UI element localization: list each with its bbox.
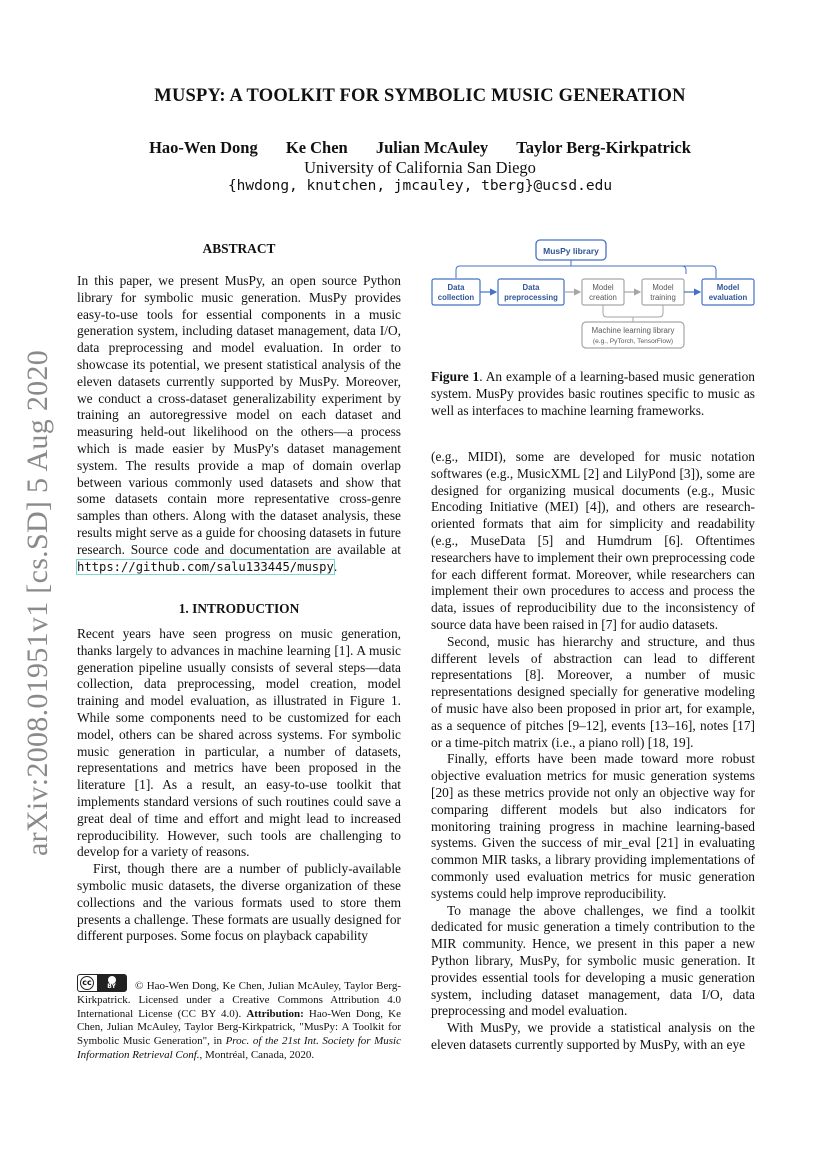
svg-text:Data: Data [522,283,540,292]
svg-text:creation: creation [589,293,617,302]
pipeline-step-data-collection [432,279,480,305]
venue-location: Montréal, Canada, 2020. [202,1048,315,1061]
cc-by-license-icon [77,974,127,992]
abstract-heading-wrap [77,241,401,257]
attribution-text: Hao-Wen Dong, Ke Chen, Julian McAuley, Taylor Berg-Kirkpatrick, "MusPy: A Toolkit for Symbolic Music Generation", in [77,1007,401,1048]
arxiv-identifier: arXiv:2008.01951v1 [cs.SD] 5 Aug 2020 [21,349,54,857]
attribution-label: Attribution: [246,1007,304,1020]
library-bracket-arrow [682,266,716,278]
abstract-text: In this paper, we present MusPy, an open source Python library for symbolic music generation. MusPy provides easy-to-use tools for essential components in a music generation system, including dataset management, data I/O, data preprocessing and model evaluation. In order to showcase its potential, we present statistical analysis of the eleven datasets currently supported by MusPy. Moreover, we conduct a cross-dataset generalizability experiment by training an autoregressive model on each dataset and measuring held-out likelihood on the others—a process which is made easier by MusPy's dataset management system. The results provide a map of domain overlap between various commonly used datasets and show that some datasets contain more representative cross-genre samples than others. Along with the dataset analysis, these results might serve as a guide for choosing datasets in future research. Source code and documentation are available at [77,273,401,557]
pipeline-step-data-preprocessing [498,279,564,305]
by-icon [97,975,126,991]
figure-1-caption [431,369,755,419]
introduction-heading-wrap [77,601,401,617]
author-list [80,138,760,158]
body-paragraph: With MusPy, we provide a statistical analysis on the eleven datasets currently supported by MusPy, with an eye [431,1020,755,1052]
pipeline-step-model-creation [582,279,624,305]
ml-library-bracket [603,305,663,322]
author-emails: {hwdong, knutchen, jmcauley, tberg}@ucsd.edu [227,178,613,194]
by-icon-label: BY [107,983,116,990]
body-paragraph: To manage the above challenges, we find a toolkit dedicated for music generation a timely contribution to the MIR community. Hence, we present in this paper a new Python library, MusPy, for symbolic music generation. It provides essential tools for developing a music generation system, including dataset management, data I/O, data preprocessing and model evaluation. [431,902,755,1019]
right-column-body [431,449,755,1054]
body-paragraph: (e.g., MIDI), some are developed for music notation softwares (e.g., MusicXML [2] and LilyPond [3]), some are designed for organizing musical documents (e.g., Music Encoding Initiative (MEI) [4]), and others are research-oriented formats that aim for simplicity and readability (e.g., MuseData [5] and Humdrum [6]. Oftentimes researchers have to implement their own preprocessing code for each different format. Moreover, while researchers can implement their own procedures to access and process the data, issues of reproducibility due to the inconsistency of source data have been raised in [7] for audio datasets. [431,449,755,632]
svg-text:Model: Model [652,283,674,292]
source-code-link[interactable]: https://github.com/salu133445/muspy [77,559,334,574]
figure-caption-text: . An example of a learning-based music generation system. MusPy provides basic routines specific to music as well as interfaces to machine learning frameworks. [431,369,755,418]
affiliation: University of California San Diego [304,158,536,177]
svg-text:evaluation: evaluation [708,293,748,302]
svg-text:preprocessing: preprocessing [504,293,558,302]
author-name: Julian McAuley [375,138,489,157]
abstract-body [77,273,401,575]
library-bracket-line [456,260,686,278]
body-paragraph: Second, music has hierarchy and structure, and thus different levels of abstraction can lead to different representations [8]. Moreover, a number of music representations designed specially for generative modeling of music have also been proposed in prior art, for example, as a sequence of pitches [9–12], events [13–16], notes [17] or a time-pitch matrix (i.e., a piano roll) [18, 19]. [431,633,755,750]
arxiv-sidebar-stamp [14,349,62,857]
cc-icon-label: cc [80,976,94,990]
author-name: Hao-Wen Dong [149,138,258,157]
pipeline-step-model-training [642,279,684,305]
muspy-library-label: MusPy library [543,246,599,256]
svg-text:Model: Model [592,283,614,292]
author-name: Ke Chen [285,138,348,157]
abstract-heading: ABSTRACT [202,241,276,256]
author-name: Taylor Berg-Kirkpatrick [516,138,691,157]
figure-label: Figure 1 [431,369,480,384]
pipeline-step-model-evaluation [702,279,754,305]
abstract-paragraph [77,273,401,575]
license-text: © Hao-Wen Dong, Ke Chen, Julian McAuley, Taylor Berg-Kirkpatrick. Licensed under a Creative Commons Attribution 4.0 International License (CC BY 4.0). [77,980,401,1020]
introduction-paragraph: Recent years have seen progress on music generation, thanks largely to advances in machine learning [1]. A music generation pipeline usually consists of several steps—data collection, data preprocessing, model creation, model training and model evaluation, as illustrated in Figure 1. While some components need to be customized for each model, others can be shared across systems. For symbolic music generation in particular, a number of datasets, representations and metrics have been proposed in the literature [1]. As a result, an easy-to-use toolkit that implements standard versions of such routines could save a great deal of time and effort and might lead to increased reproducibility. However, such tools are challenging to develop for a variety of reasons. [77,626,401,860]
abstract-end: . [333,558,338,574]
svg-text:Model: Model [716,283,740,292]
paper-title: MUSPY: A TOOLKIT FOR SYMBOLIC MUSIC GENERATION [154,86,686,106]
svg-text:Data: Data [447,283,465,292]
svg-text:collection: collection [437,293,475,302]
figure-1-diagram [426,238,764,353]
introduction-paragraph: First, though there are a number of publicly-available symbolic music datasets, the diverse organization of these collections and the various formats used to store them presents a challenge. These formats are usually designed for different purposes. Some focus on playback capability [77,861,401,944]
introduction-body [77,626,401,945]
svg-text:training: training [650,293,676,302]
body-paragraph: Finally, efforts have been made toward more robust objective evaluation metrics for music generation systems [20] as these metrics provide not only an objective way for comparing different models but also indicators for monitoring training progress in machine learning-based systems. Given the success of mir_eval [21] in evaluating common MIR tasks, a library providing implementations of commonly used evaluation metrics for music generation systems could help improve reproducibility. [431,751,755,901]
ml-library-label: Machine learning library [591,326,675,335]
license-footnote [77,974,401,1063]
introduction-heading: 1. INTRODUCTION [178,601,300,616]
venue-name: Proc. of the 21st Int. Society for Music Information Retrieval Conf., [77,1035,401,1061]
ml-library-examples: (e.g., PyTorch, TensorFlow) [592,338,674,345]
